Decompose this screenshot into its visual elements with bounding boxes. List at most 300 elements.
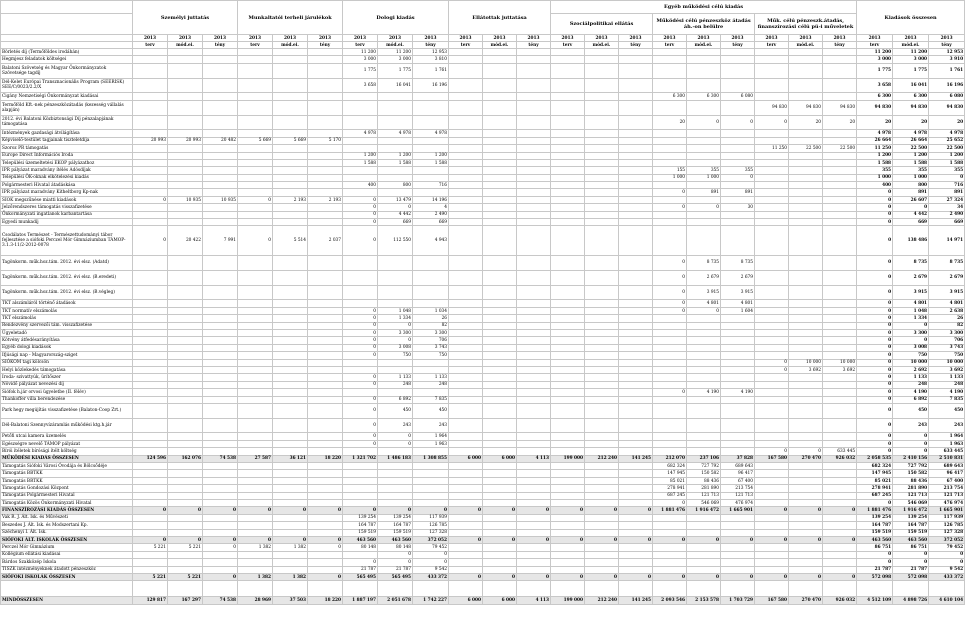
value-cell: 0 <box>755 359 789 366</box>
value-cell: 476 974 <box>721 500 755 507</box>
value-cell: 5 221 <box>168 573 203 580</box>
value-cell: 4 978 <box>343 130 378 137</box>
value-cell <box>789 56 823 63</box>
row-label: IPR pályázat maradvány ítélés Adósdíjak <box>1 167 133 174</box>
value-cell <box>619 344 653 351</box>
value-cell: 2 692 <box>893 366 929 373</box>
value-cell <box>517 559 551 566</box>
value-cell <box>413 167 449 174</box>
value-cell: 0 <box>449 507 483 514</box>
value-cell <box>203 514 238 521</box>
value-cell: 0 <box>378 337 413 344</box>
value-cell: 0 <box>893 448 929 455</box>
value-cell: 6 000 <box>449 455 483 462</box>
value-cell: 476 974 <box>929 500 965 507</box>
value-cell: 1 133 <box>929 374 965 381</box>
value-cell: 669 <box>378 219 413 226</box>
value-cell <box>378 485 413 492</box>
value-cell <box>273 167 308 174</box>
value-cell: 5 221 <box>133 544 168 551</box>
value-cell <box>413 300 449 307</box>
table-row <box>1 492 965 499</box>
header-employer-contrib: Munkaltatói terheli járulékok <box>238 1 343 35</box>
year-cell: 2013 <box>343 35 378 42</box>
value-cell <box>585 93 619 100</box>
value-cell <box>823 204 857 211</box>
value-cell <box>449 270 483 285</box>
value-cell: 0 <box>893 551 929 558</box>
value-cell <box>168 307 203 314</box>
value-cell <box>789 174 823 181</box>
row-label: Intézmények gazdasági átvilágítása <box>1 130 133 137</box>
plan-type-cell: terv <box>551 42 585 49</box>
row-label: Egyéb dologi kiadások <box>1 344 133 351</box>
value-cell <box>273 418 308 433</box>
value-cell <box>343 167 378 174</box>
value-cell <box>619 381 653 388</box>
value-cell: 5 221 <box>133 573 168 580</box>
value-cell: 79 452 <box>929 544 965 551</box>
value-cell <box>823 463 857 470</box>
value-cell <box>789 130 823 137</box>
value-cell: 1 034 <box>413 307 449 314</box>
value-cell <box>168 219 203 226</box>
table-row <box>1 514 965 521</box>
value-cell <box>449 463 483 470</box>
value-cell <box>378 93 413 100</box>
value-cell: 0 <box>653 307 687 314</box>
value-cell <box>687 322 721 329</box>
value-cell <box>168 115 203 130</box>
value-cell <box>203 418 238 433</box>
value-cell: 9 542 <box>929 566 965 573</box>
value-cell: 0 <box>857 403 893 418</box>
value-cell <box>687 396 721 403</box>
value-cell <box>449 389 483 396</box>
value-cell <box>585 174 619 181</box>
value-cell: 0 <box>413 559 449 566</box>
value-cell <box>168 152 203 159</box>
row-label: Siófok h.jár orvosi ügyeletbe (II. félév) <box>1 389 133 396</box>
value-cell <box>517 226 551 256</box>
value-cell <box>238 211 273 218</box>
value-cell <box>449 366 483 373</box>
value-cell <box>755 182 789 189</box>
value-cell: 0 <box>585 507 619 514</box>
value-cell: 30 <box>721 204 755 211</box>
value-cell <box>755 219 789 226</box>
value-cell: 86 751 <box>893 544 929 551</box>
value-cell <box>483 463 517 470</box>
value-cell <box>619 522 653 529</box>
value-cell <box>449 137 483 144</box>
value-cell <box>585 307 619 314</box>
value-cell <box>483 204 517 211</box>
value-cell <box>653 559 687 566</box>
value-cell <box>721 145 755 152</box>
value-cell <box>687 529 721 536</box>
value-cell <box>619 463 653 470</box>
value-cell <box>619 152 653 159</box>
value-cell <box>378 448 413 455</box>
value-cell <box>273 352 308 359</box>
value-cell <box>238 463 273 470</box>
value-cell: 0 <box>343 352 378 359</box>
value-cell <box>343 93 378 100</box>
year-cell: 2013 <box>789 35 823 42</box>
value-cell <box>551 115 585 130</box>
value-cell <box>483 566 517 573</box>
value-cell <box>755 63 789 78</box>
value-cell <box>133 352 168 359</box>
value-cell: 0 <box>517 507 551 514</box>
value-cell: 0 <box>857 433 893 440</box>
value-cell: 0 <box>893 337 929 344</box>
value-cell <box>483 477 517 484</box>
value-cell <box>238 352 273 359</box>
value-cell <box>203 189 238 196</box>
value-cell: 0 <box>551 573 585 580</box>
value-cell: 1 588 <box>378 159 413 166</box>
value-cell <box>378 470 413 477</box>
value-cell: 121 713 <box>721 492 755 499</box>
value-cell <box>653 433 687 440</box>
value-cell: 2 051 678 <box>378 597 413 604</box>
value-cell <box>585 182 619 189</box>
value-cell <box>238 100 273 115</box>
value-cell <box>133 270 168 285</box>
value-cell <box>168 352 203 359</box>
value-cell: 1 588 <box>857 159 893 166</box>
value-cell: 0 <box>517 536 551 543</box>
value-cell <box>343 145 378 152</box>
value-cell <box>308 344 343 351</box>
table-row <box>1 381 965 388</box>
value-cell <box>619 566 653 573</box>
value-cell <box>168 256 203 271</box>
value-cell <box>203 559 238 566</box>
value-cell <box>789 270 823 285</box>
value-cell <box>308 315 343 322</box>
value-cell: 1 334 <box>893 315 929 322</box>
value-cell <box>378 492 413 499</box>
value-cell: 0 <box>343 507 378 514</box>
value-cell <box>203 433 238 440</box>
value-cell <box>273 182 308 189</box>
value-cell: 20 993 <box>133 137 168 144</box>
year-cell: 2013 <box>238 35 273 42</box>
value-cell: 0 <box>755 115 789 130</box>
table-row <box>1 167 965 174</box>
value-cell <box>133 418 168 433</box>
value-cell <box>517 256 551 271</box>
value-cell <box>413 492 449 499</box>
value-cell <box>168 359 203 366</box>
value-cell <box>721 329 755 336</box>
value-cell <box>823 522 857 529</box>
value-cell <box>378 300 413 307</box>
value-cell <box>273 315 308 322</box>
value-cell <box>517 566 551 573</box>
value-cell: 10 000 <box>823 359 857 366</box>
value-cell <box>168 522 203 529</box>
value-cell: 0 <box>789 536 823 543</box>
value-cell <box>823 559 857 566</box>
value-cell <box>238 366 273 373</box>
value-cell <box>343 300 378 307</box>
year-cell: 2013 <box>483 35 517 42</box>
value-cell <box>273 93 308 100</box>
value-cell <box>755 344 789 351</box>
plan-type-cell: tény <box>308 42 343 49</box>
value-cell: 6 080 <box>929 93 965 100</box>
value-cell <box>687 418 721 433</box>
value-cell <box>238 49 273 56</box>
value-cell <box>133 100 168 115</box>
value-cell: 0 <box>857 551 893 558</box>
value-cell <box>653 544 687 551</box>
value-cell <box>273 322 308 329</box>
value-cell <box>133 448 168 455</box>
value-cell: 212 240 <box>585 597 619 604</box>
value-cell <box>168 492 203 499</box>
value-cell <box>789 485 823 492</box>
value-cell: 3 915 <box>687 285 721 300</box>
value-cell: 687 245 <box>857 492 893 499</box>
value-cell <box>449 418 483 433</box>
value-cell <box>551 396 585 403</box>
table-row <box>1 56 965 63</box>
value-cell <box>619 145 653 152</box>
row-label: TKT normatív elszámolás <box>1 307 133 314</box>
value-cell: 1 200 <box>343 152 378 159</box>
value-cell <box>619 307 653 314</box>
value-cell <box>308 49 343 56</box>
value-cell: 0 <box>343 344 378 351</box>
value-cell <box>721 152 755 159</box>
plan-type-cell: tény <box>517 42 551 49</box>
value-cell: 0 <box>483 536 517 543</box>
value-cell <box>619 285 653 300</box>
value-cell: 0 <box>378 559 413 566</box>
value-cell <box>551 174 585 181</box>
year-cell: 2013 <box>203 35 238 42</box>
value-cell <box>343 485 378 492</box>
value-cell: 0 <box>857 300 893 307</box>
value-cell <box>273 566 308 573</box>
value-cell: 4 801 <box>893 300 929 307</box>
value-cell <box>585 130 619 137</box>
value-cell <box>273 219 308 226</box>
value-cell: 1 963 <box>413 440 449 447</box>
value-cell <box>308 433 343 440</box>
header-transfer-finance: Műk. célú pénzeszk.átadás, finanszírozási célú pü-i műveletek <box>755 14 857 35</box>
value-cell: 0 <box>343 226 378 256</box>
value-cell <box>551 270 585 285</box>
value-cell <box>343 115 378 130</box>
table-row <box>1 418 965 433</box>
value-cell <box>273 366 308 373</box>
value-cell <box>308 352 343 359</box>
value-cell <box>413 115 449 130</box>
value-cell <box>619 374 653 381</box>
value-cell: 0 <box>308 573 343 580</box>
value-cell <box>755 300 789 307</box>
year-cell: 2013 <box>413 35 449 42</box>
value-cell <box>721 100 755 115</box>
value-cell: 34 <box>929 204 965 211</box>
row-label: Tagönkorm. műk.hoz.tám. 2012. évi elsz. (B.végleg) <box>1 285 133 300</box>
value-cell <box>343 389 378 396</box>
value-cell <box>755 337 789 344</box>
value-cell: 1 200 <box>413 152 449 159</box>
value-cell: 20 <box>857 115 893 130</box>
row-label: 2012. évi Balatoni Közbiztonsági Díj pénzalapjának támogatása <box>1 115 133 130</box>
plan-type-cell: tény <box>619 42 653 49</box>
value-cell <box>449 226 483 256</box>
value-cell <box>168 448 203 455</box>
value-cell <box>585 448 619 455</box>
value-cell <box>551 182 585 189</box>
value-cell <box>517 418 551 433</box>
value-cell <box>168 529 203 536</box>
value-cell: 22 500 <box>893 145 929 152</box>
value-cell <box>585 559 619 566</box>
value-cell <box>273 500 308 507</box>
value-cell: 0 <box>929 551 965 558</box>
value-cell <box>378 189 413 196</box>
value-cell: 0 <box>929 559 965 566</box>
row-label: MŰKÖDÉSI KIADÁS ÖSSZESEN <box>1 455 133 462</box>
value-cell <box>653 359 687 366</box>
value-cell: 270 470 <box>789 455 823 462</box>
value-cell <box>517 492 551 499</box>
value-cell <box>789 344 823 351</box>
value-cell <box>168 477 203 484</box>
value-cell: 22 500 <box>789 145 823 152</box>
value-cell <box>789 500 823 507</box>
value-cell: 96 417 <box>721 470 755 477</box>
value-cell <box>413 270 449 285</box>
value-cell <box>823 322 857 329</box>
value-cell: 372 052 <box>929 536 965 543</box>
value-cell <box>585 566 619 573</box>
value-cell: 0 <box>857 448 893 455</box>
value-cell <box>755 322 789 329</box>
value-cell: 20 482 <box>203 137 238 144</box>
value-cell <box>483 137 517 144</box>
value-cell <box>483 492 517 499</box>
value-cell: 800 <box>378 182 413 189</box>
value-cell <box>551 256 585 271</box>
value-cell <box>619 256 653 271</box>
value-cell <box>483 49 517 56</box>
value-cell <box>653 440 687 447</box>
value-cell: 1 334 <box>378 315 413 322</box>
value-cell <box>483 159 517 166</box>
value-cell: 2 638 <box>929 307 965 314</box>
value-cell <box>687 544 721 551</box>
value-cell <box>755 78 789 93</box>
value-cell: 0 <box>857 396 893 403</box>
value-cell <box>413 189 449 196</box>
value-cell <box>308 477 343 484</box>
value-cell <box>203 167 238 174</box>
value-cell <box>238 115 273 130</box>
value-cell: 0 <box>857 219 893 226</box>
value-cell: 25 652 <box>929 137 965 144</box>
value-cell: 0 <box>755 507 789 514</box>
value-cell <box>721 359 755 366</box>
value-cell <box>483 551 517 558</box>
value-cell <box>378 389 413 396</box>
value-cell: 355 <box>929 167 965 174</box>
value-cell: 0 <box>857 204 893 211</box>
value-cell: 0 <box>857 337 893 344</box>
row-label: SIÓKOM tagi kölcsön <box>1 359 133 366</box>
value-cell <box>721 403 755 418</box>
value-cell: 248 <box>929 381 965 388</box>
value-cell: 0 <box>551 507 585 514</box>
value-cell <box>551 566 585 573</box>
value-cell <box>273 448 308 455</box>
value-cell <box>619 359 653 366</box>
value-cell <box>585 403 619 418</box>
value-cell <box>308 529 343 536</box>
value-cell <box>413 137 449 144</box>
year-cell: 2013 <box>133 35 168 42</box>
row-label: Dél-Balatoni Szennyvízáramlás működési ktg.h.jár <box>1 418 133 433</box>
value-cell <box>378 500 413 507</box>
value-cell <box>551 559 585 566</box>
row-label: Iroda- szivattyúk, ürítőszer <box>1 374 133 381</box>
value-cell <box>687 566 721 573</box>
value-cell <box>273 433 308 440</box>
value-cell <box>721 130 755 137</box>
value-cell: 4 113 <box>517 455 551 462</box>
value-cell: 150 582 <box>687 470 721 477</box>
plan-type-cell: mód.ei. <box>585 42 619 49</box>
plan-type-cell: terv <box>653 42 687 49</box>
value-cell: 0 <box>308 544 343 551</box>
value-cell <box>168 551 203 558</box>
value-cell <box>273 307 308 314</box>
row-label: Ügyeletadó <box>1 329 133 336</box>
value-cell <box>238 448 273 455</box>
value-cell: 0 <box>343 219 378 226</box>
value-cell <box>755 315 789 322</box>
plan-type-cell: mód.ei. <box>893 42 929 49</box>
value-cell <box>449 130 483 137</box>
value-cell <box>133 167 168 174</box>
value-cell <box>517 448 551 455</box>
value-cell <box>449 307 483 314</box>
value-cell: 750 <box>378 352 413 359</box>
value-cell: 0 <box>343 315 378 322</box>
value-cell: 0 <box>755 366 789 373</box>
value-cell <box>789 566 823 573</box>
value-cell: 3 008 <box>893 344 929 351</box>
value-cell <box>133 329 168 336</box>
value-cell <box>517 167 551 174</box>
value-cell: 0 <box>893 440 929 447</box>
value-cell <box>449 566 483 573</box>
value-cell: 1 916 472 <box>687 507 721 514</box>
year-cell: 2013 <box>893 35 929 42</box>
value-cell: 3 000 <box>893 56 929 63</box>
value-cell: 372 052 <box>413 536 449 543</box>
value-cell: 5 669 <box>238 137 273 144</box>
